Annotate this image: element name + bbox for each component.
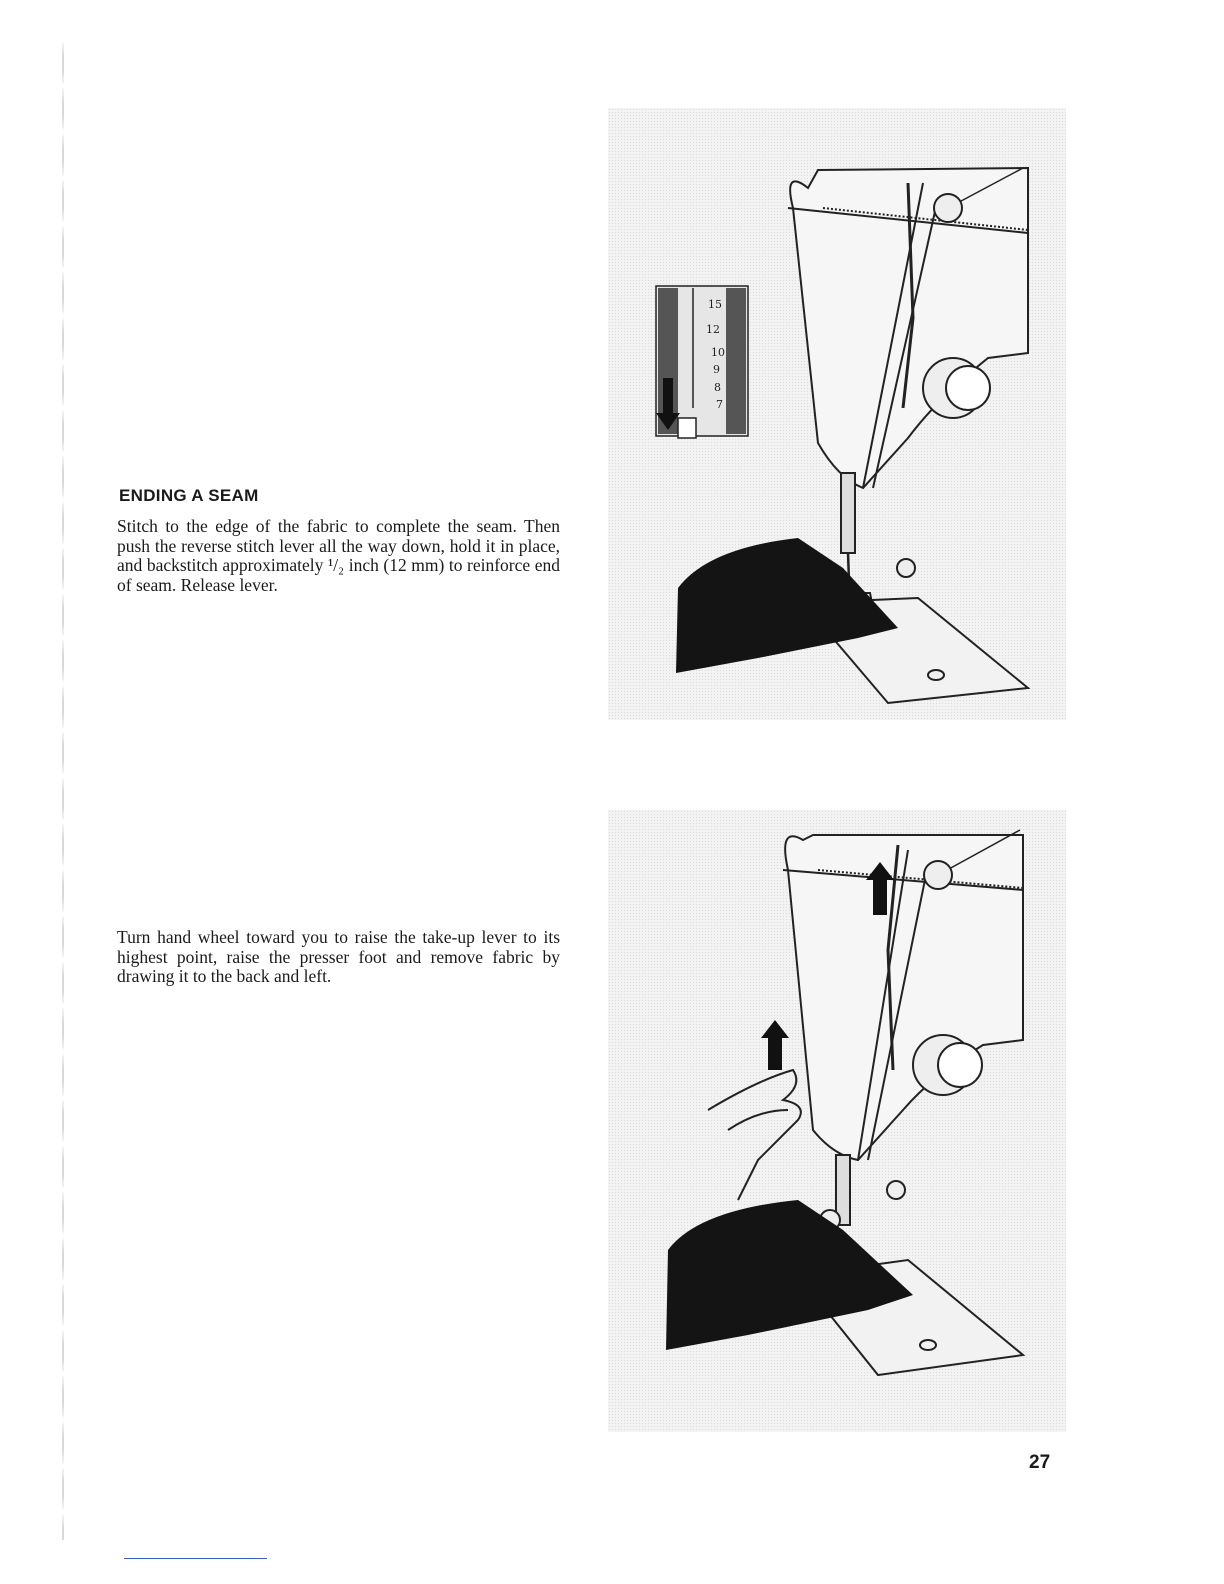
dial-number: 12 xyxy=(706,323,720,336)
margin-scan-dots xyxy=(62,40,64,1540)
dial-number: 7 xyxy=(716,398,723,411)
dial-number: 15 xyxy=(708,298,722,311)
section-heading: ENDING A SEAM xyxy=(119,486,259,505)
remove-fabric-illustration xyxy=(608,810,1066,1432)
remove-fabric-paragraph: Turn hand wheel toward you to raise the take-up lever to its highest point, raise the presser foot and remove fabric by drawing it to the back and left. xyxy=(117,927,560,987)
page-number: 27 xyxy=(1029,1452,1051,1473)
dial-number: 10 xyxy=(711,346,725,359)
dial-number: 9 xyxy=(713,363,720,376)
dial-number: 8 xyxy=(714,381,721,394)
stitch-dial-inset xyxy=(656,286,748,438)
up-arrow-icon xyxy=(761,1020,789,1070)
footer-rule xyxy=(124,1558,267,1559)
reverse-lever-knob xyxy=(678,418,696,438)
sewing-machine-drawing-bottom xyxy=(608,810,1066,1432)
reverse-stitch-illustration xyxy=(608,108,1066,720)
sewing-machine-drawing-top xyxy=(608,108,1066,720)
ending-seam-paragraph: Stitch to the edge of the fabric to complete the seam. Then push the reverse stitch lever all the way down, hold it in place, and backstitch approximately ¹/₂ inch (12 mm) to reinforce end of seam. Release lever. xyxy=(117,516,560,595)
